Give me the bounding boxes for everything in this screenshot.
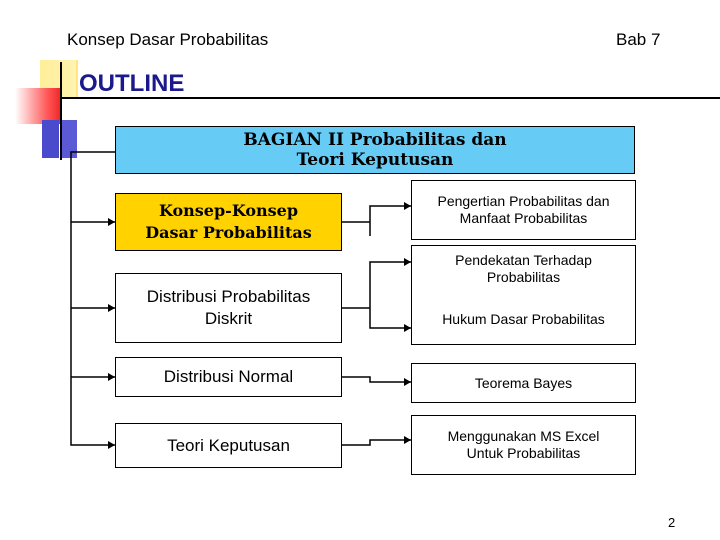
topic-box-konsep-dasar bbox=[115, 193, 342, 251]
subtopic-box-pendekatan-hukum bbox=[411, 245, 636, 345]
topic-label: Diskrit bbox=[204, 309, 253, 328]
subtopic-label: Untuk Probabilitas bbox=[466, 445, 581, 461]
main-topic-line1: BAGIAN II Probabilitas dan bbox=[243, 130, 507, 150]
topic-box-teori-keputusan bbox=[115, 423, 342, 468]
subtopic-label: Hukum Dasar Probabilitas bbox=[442, 311, 605, 327]
slide-title: OUTLINE bbox=[79, 70, 185, 97]
topic-box-distribusi-diskrit bbox=[115, 273, 342, 343]
topic-label: Dasar Probabilitas bbox=[145, 223, 312, 242]
page-number: 2 bbox=[668, 515, 676, 530]
header-title: Konsep Dasar Probabilitas bbox=[67, 30, 269, 49]
subtopic-label: Probabilitas bbox=[486, 269, 561, 285]
subtopic-label: Pendekatan Terhadap bbox=[455, 252, 592, 268]
header-chapter: Bab 7 bbox=[616, 30, 661, 49]
subtopic-label: Manfaat Probabilitas bbox=[459, 210, 588, 226]
subtopic-label: Menggunakan MS Excel bbox=[447, 428, 600, 444]
subtopic-box-ms-excel bbox=[411, 415, 636, 475]
topic-box-distribusi-normal bbox=[115, 357, 342, 397]
subtopic-box-pengertian bbox=[411, 180, 636, 240]
main-topic-box bbox=[115, 126, 635, 174]
topic-label: Distribusi Probabilitas bbox=[146, 287, 311, 306]
topic-label: Teori Keputusan bbox=[167, 435, 290, 455]
topic-label: Konsep-Konsep bbox=[158, 201, 299, 220]
subtopic-label: Pengertian Probabilitas dan bbox=[437, 193, 610, 209]
main-topic-line2: Teori Keputusan bbox=[296, 150, 454, 170]
topic-label: Distribusi Normal bbox=[163, 367, 294, 386]
subtopic-label: Teorema Bayes bbox=[474, 375, 573, 391]
subtopic-box-teorema-bayes bbox=[411, 363, 636, 403]
